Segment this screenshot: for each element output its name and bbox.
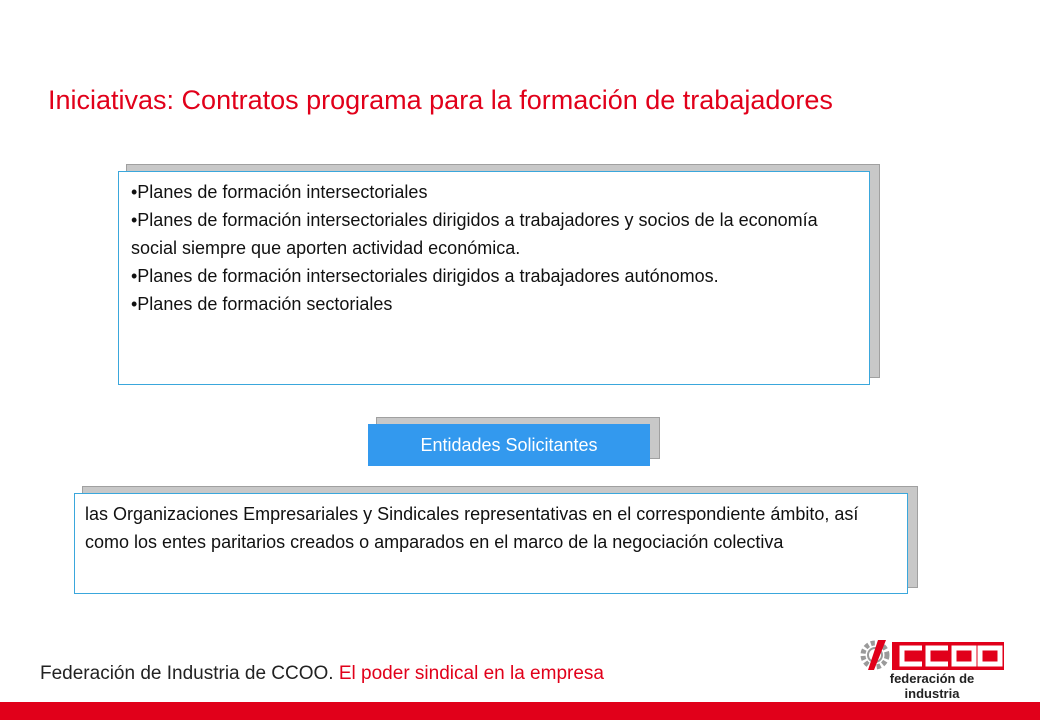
footer-text [40,663,604,685]
footer-slogan: El poder sindical en la empresa [338,663,604,684]
entities-label: Entidades Solicitantes [368,424,650,466]
gear-icon [863,640,887,670]
plans-box [118,171,870,385]
plan-item: •Planes de formación intersectoriales dirigidos a trabajadores autónomos. [131,266,719,286]
logo-letters: CCOO [948,663,951,664]
plan-item: •Planes de formación sectoriales [131,294,393,314]
plan-item: •Planes de formación intersectoriales dirigidos a trabajadores y socios de la economía social siempre que aporten actividad económica. [131,210,818,258]
footer-red-band [0,702,1040,720]
plan-item: •Planes de formación intersectoriales [131,182,428,202]
page-title: Iniciativas: Contratos programa para la formación de trabajadores [48,85,833,115]
entities-box: las Organizaciones Empresariales y Sindicales representativas en el correspondiente ámbito, así como los entes paritarios creados o amparados en el marco de la negociación colectiva [74,493,908,594]
logo-caption: federación de industria [889,671,975,701]
footer-org: Federación de Industria de CCOO. [40,663,334,684]
